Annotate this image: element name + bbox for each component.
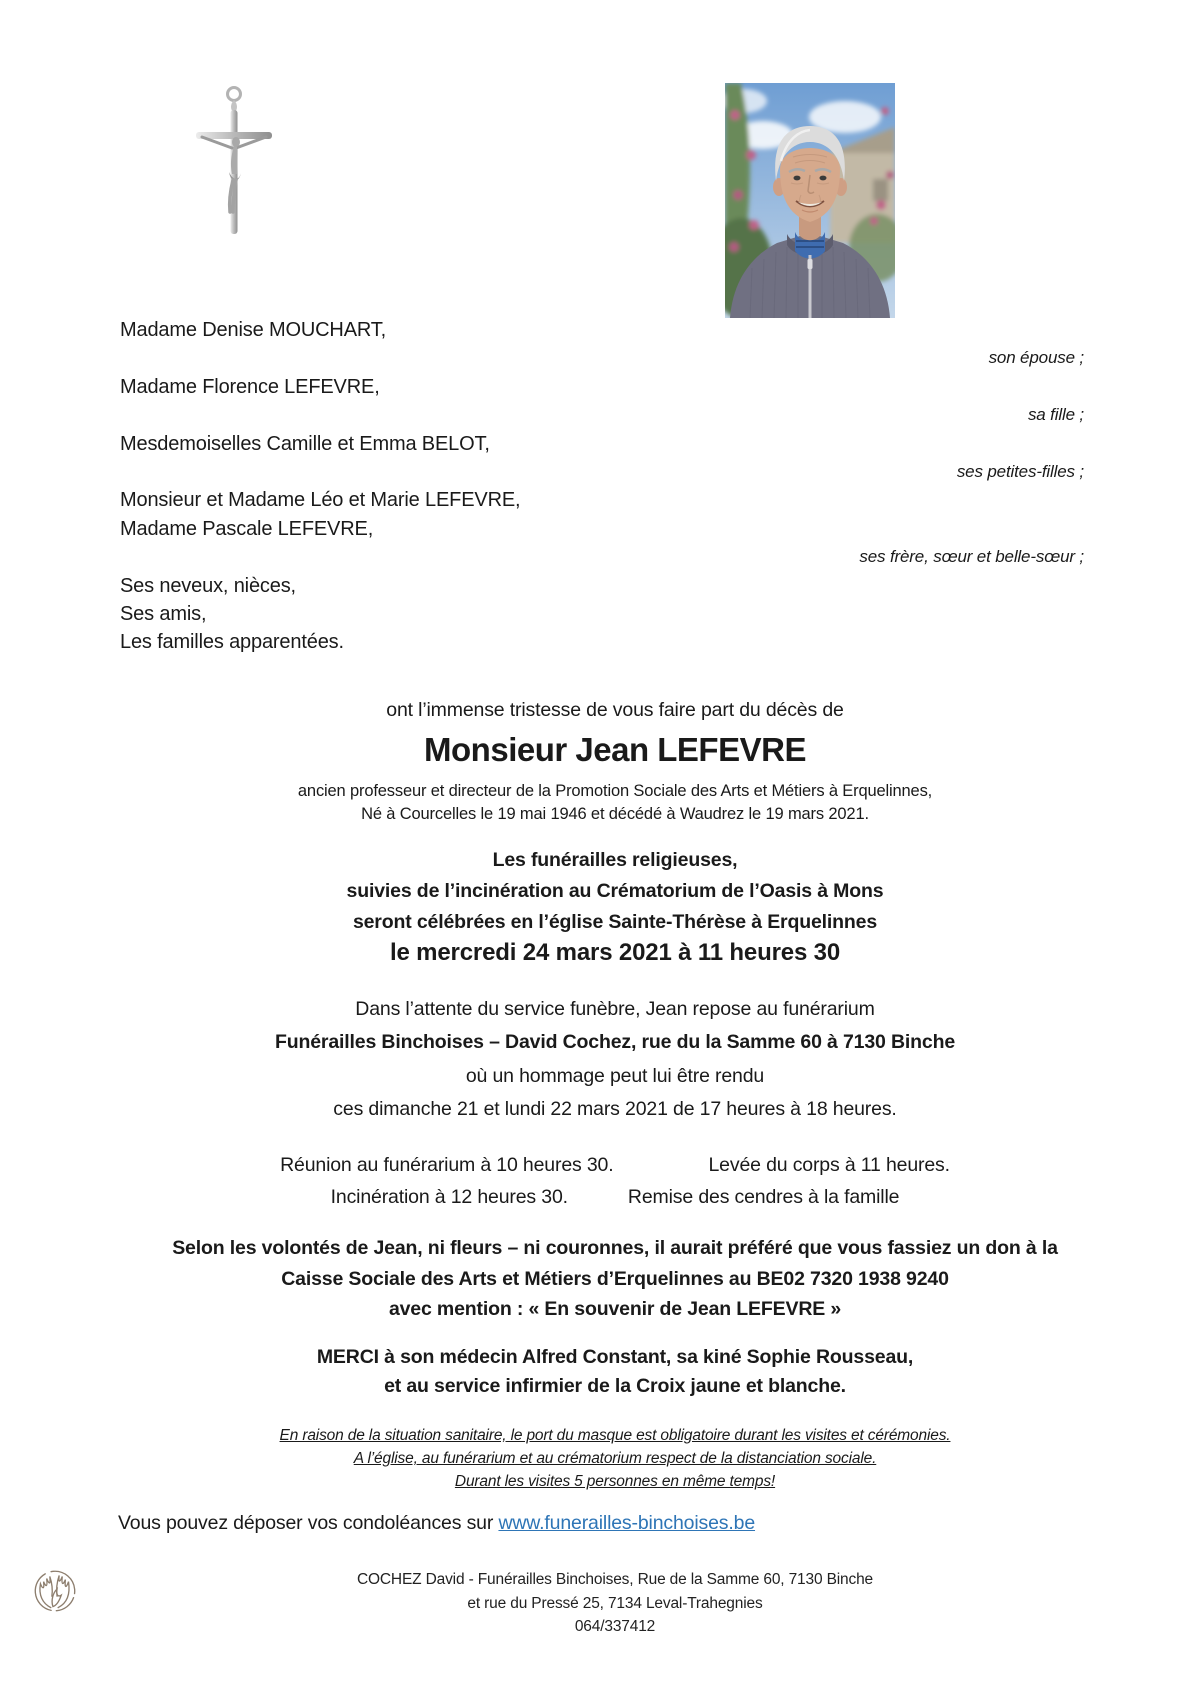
family-name: Monsieur et Madame Léo et Marie LEFEVRE, [120, 489, 521, 512]
thanks-line: MERCI à son médecin Alfred Constant, sa kiné Sophie Rousseau, [316, 1346, 914, 1368]
schedule-incineration: Incinération à 12 heures 30. [330, 1186, 568, 1208]
family-name: Mesdemoiselles Camille et Emma BELOT, [120, 432, 490, 455]
condolences-line [118, 1509, 755, 1537]
donation-account: Caisse Sociale des Arts et Métiers d’Erquelinnes au BE02 7320 1938 9240 [281, 1267, 949, 1290]
condolences-link[interactable]: www.funerailles-binchoises.be [498, 1512, 756, 1534]
crucifix-icon [188, 84, 280, 240]
covid-notice [36, 1424, 1194, 1493]
family-name: Madame Florence LEFEVRE, [120, 375, 380, 398]
schedule-levee: Levée du corps à 11 heures. [708, 1154, 950, 1176]
covid-line: En raison de la situation sanitaire, le port du masque est obligatoire durant les visites et cérémonies. [279, 1427, 951, 1444]
portrait-photo [725, 83, 895, 318]
condolences-text: Vous pouvez déposer vos condoléances sur [118, 1512, 499, 1534]
deceased-details [36, 780, 1194, 825]
announcement-intro: ont l’immense tristesse de vous faire part du décès de [386, 699, 844, 721]
birth-death-line: Né à Courcelles le 19 mai 1946 et décédé à Waudrez le 19 mars 2021. [361, 804, 869, 823]
family-name: Madame Denise MOUCHART, [120, 319, 387, 341]
family-name: Madame Pascale LEFEVRE, [120, 517, 374, 540]
donation-request [36, 1233, 1194, 1325]
thanks-message [36, 1343, 1194, 1401]
schedule-reunion: Réunion au funérarium à 10 heures 30. [280, 1154, 614, 1176]
footer-address-2: et rue du Pressé 25, 7134 Leval-Trahegnies [467, 1594, 763, 1612]
ceremony-line: suivies de l’incinération au Crématorium de l’Oasis à Mons [346, 880, 884, 902]
footer-phone: 064/337412 [574, 1618, 656, 1635]
covid-line: Durant les visites 5 personnes en même temps! [454, 1473, 776, 1490]
ceremony-datetime: le mercredi 24 mars 2021 à 11 heures 30 [389, 939, 841, 966]
donation-line: Selon les volontés de Jean, ni fleurs – ni couronnes, il aurait préféré que vous fassiez un don à la [172, 1237, 1058, 1259]
relation-label: sa fille ; [1027, 405, 1084, 425]
thanks-line: et au service infirmier de la Croix jaune et blanche. [384, 1375, 846, 1397]
profession-line: ancien professeur et directeur de la Promotion Sociale des Arts et Métiers à Erquelinnes, [297, 782, 933, 800]
funerarium-line: Dans l’attente du service funèbre, Jean repose au funérarium [355, 998, 875, 1020]
family-name: Ses amis, [120, 602, 207, 625]
schedule-remise: Remise des cendres à la famille [627, 1186, 900, 1208]
ceremony-line: Les funérailles religieuses, [492, 849, 738, 871]
funerarium-visits: ces dimanche 21 et lundi 22 mars 2021 de 17 heures à 18 heures. [333, 1097, 897, 1120]
ceremony-line: seront célébrées en l’église Sainte-Thérèse à Erquelinnes [352, 911, 878, 933]
funerarium-info [36, 993, 1194, 1126]
deceased-name: Monsieur Jean LEFEVRE [424, 731, 806, 768]
relation-label: ses frère, sœur et belle-sœur ; [859, 547, 1084, 567]
footer [36, 1568, 1194, 1639]
relation-label: ses petites-filles ; [956, 461, 1084, 481]
family-name: Ses neveux, nièces, [120, 574, 296, 597]
schedule [36, 1149, 1194, 1213]
relation-label: son épouse ; [988, 348, 1084, 368]
donation-mention: avec mention : « En souvenir de Jean LEFEVRE » [388, 1298, 842, 1320]
funerarium-line: où un hommage peut lui être rendu [465, 1064, 765, 1087]
family-name: Les familles apparentées. [120, 631, 344, 654]
covid-line: A l’église, au funérarium et au crématorium respect de la distanciation sociale. [353, 1450, 877, 1467]
family-list [120, 316, 1084, 657]
funerarium-address: Funérailles Binchoises – David Cochez, rue du la Samme 60 à 7130 Binche [274, 1031, 956, 1054]
ceremony-info [36, 845, 1194, 938]
footer-address-1: COCHEZ David - Funérailles Binchoises, Rue de la Samme 60, 7130 Binche [356, 1571, 874, 1588]
